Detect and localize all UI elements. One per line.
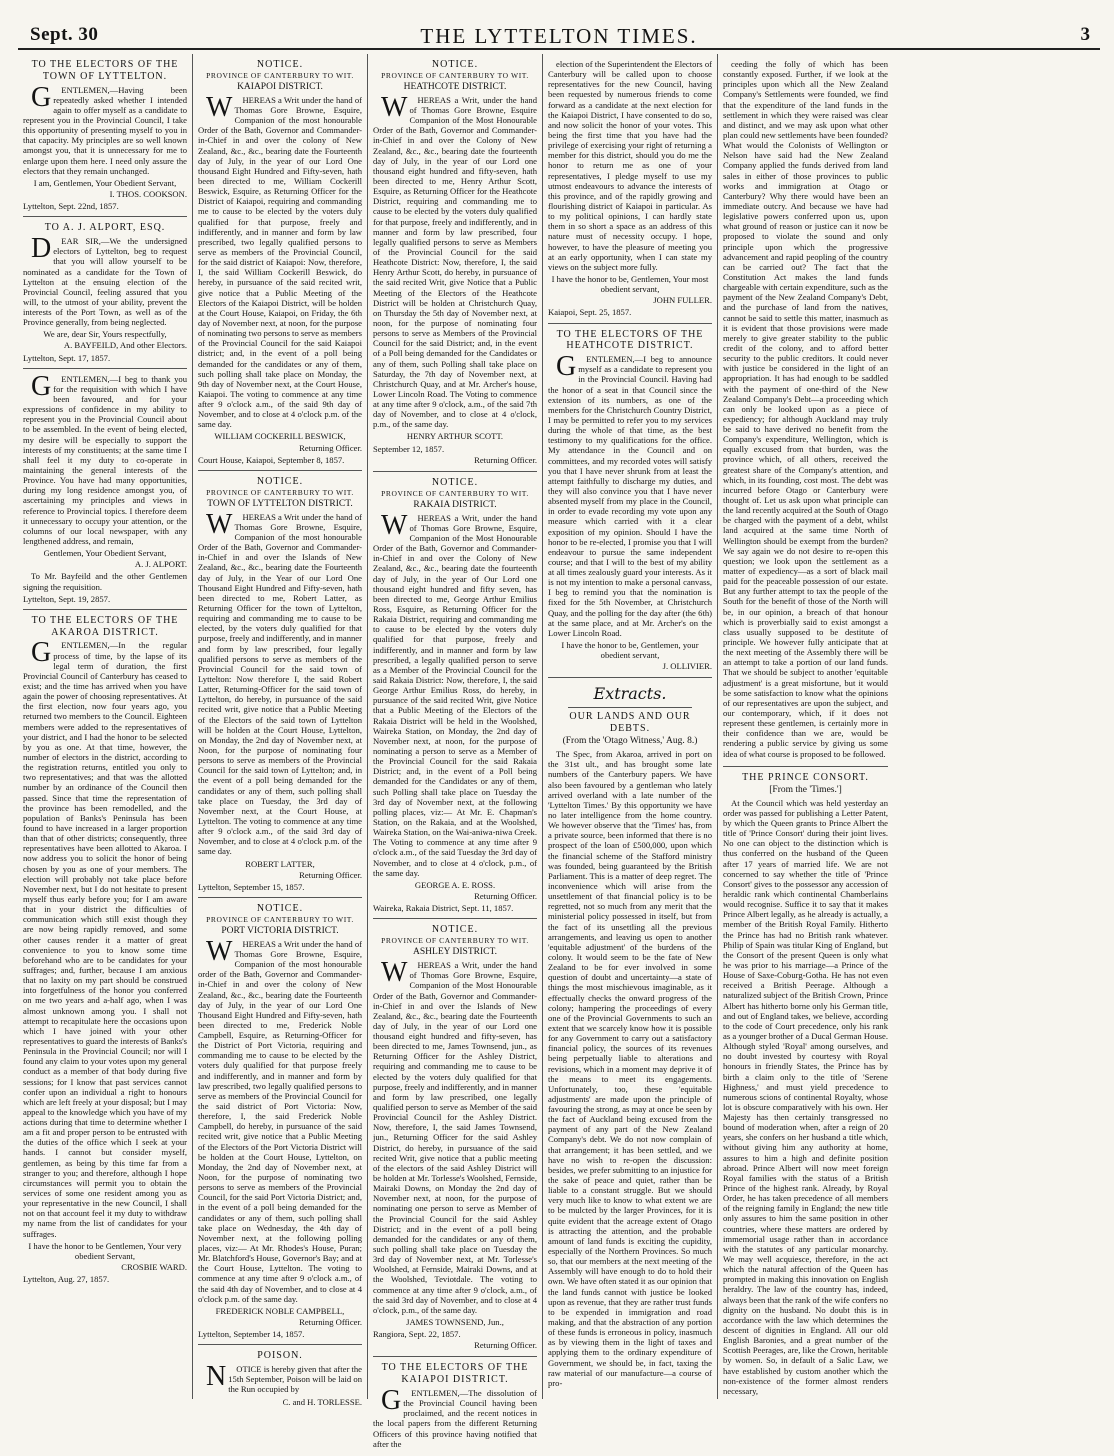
- notice-heading: TO THE ELECTORS OF THE HEATHCOTE DISTRICT.: [556, 328, 704, 352]
- prince-consort-article: [723, 767, 888, 1403]
- notice-heading: NOTICE.: [431, 924, 479, 936]
- notice-subheading: PROVINCE OF CANTERBURY TO WIT.: [381, 70, 529, 80]
- section-heading: Extracts.: [593, 684, 667, 704]
- notice-signature: ROBERT LATTER,: [245, 858, 315, 869]
- notice-subheading: PROVINCE OF CANTERBURY TO WIT.: [206, 70, 354, 80]
- district-name: KAIAPOI DISTRICT.: [237, 81, 323, 92]
- notice-signature: A. J. ALPORT.: [134, 559, 187, 570]
- notice-body: election of the Superintendent the Electors of Canterbury will be called upon to choose representatives for the new Council, having been requested by numerous friends to come forward as a candidate at the next election for the Kaiapoi District, I have consented to do so, and now solicit the honor of your votes. This being the first time that you have had the privilege of exercising your right of returning a member for this district, should you do me the honor to return me as one of your representatives, I pledge myself to use my utmost endeavours to advance the interests of this province, and of the rapidly growing and flourishing district of Kaiapoi in particular. As to my political opinions, I can hardly state them in so short a space as an address of this nature must of necessity occupy. I hope, however, to have the pleasure of meeting you at an early opportunity, when I can state my views on the subject more fully.: [548, 59, 712, 272]
- heathcote-notice: [373, 54, 537, 472]
- notice-signature: GEORGE A. E. ROSS.: [414, 879, 496, 890]
- rakaia-notice: [373, 472, 537, 919]
- notice-signature: WILLIAM COCKERILL BESWICK,: [214, 431, 346, 442]
- column-3: [368, 54, 543, 1449]
- notice-role: Returning Officer.: [299, 869, 362, 880]
- notice-date: Court House, Kaiapoi, September 8, 1857.: [198, 454, 345, 465]
- notice-date: September 12, 1857.: [373, 443, 445, 454]
- notice-body: GENTLEMEN,—In the regular process of time, by the lapse of its legal term of duration, the first Provincial Council of Canterbury has ceased to exist; and the time has arrived when you have again the power of choosing representatives. At the first election, now four years ago, you returned two members to the Council. Eighteen members were added to the representatives of your district, and I had the honor to be selected by you as one. At that time, however, the number of electors in the district, according to the registration returns, entitled you only to two representatives; and that was the allotted number by an ordinance of the Council then passed. Since that time the representation of the province has been remodelled, and the population of Banks's Peninsula has been found to have increased in a larger proportion than that of other districts; consequently, three representatives have been allotted to Akaroa. I now address you to solicit the honor of being chosen by you as one of your members. The election will probably not take place before November next, but I do not hesitate to present myself thus early before you; for I am aware that in your district the difficulties of communication which still exist though they are now being rapidly removed, and some other causes render it a matter of great convenience to you to know some time beforehand who are to be candidates for your suffrages; and, further, because I am anxious that no laxity on my part should be construed into forgetfulness of the honor you conferred on me two years and a-half ago, when I was almost unknown among you. I shall not attempt to recapitulate here the occasions upon which I have joined with your other representatives to guard the interests of Banks's Peninsula in the Provincial Council; nor will I found any claim to your votes upon my general conduct as a member of that body during five sessions; for I know that past services cannot confer upon an individual a right to honours which are left freely at your disposal; but I may appeal to the knowledge which you have of my actions during that time to determine whether I am a fit and proper person to be entrusted with the duties of the office which I seek at your hands. I cannot but consider myself, gentlemen, as being by this time far from a stranger to you; and therefore, although I hope circumstances will permit you to obtain the services of some one resident among you as your representative in the new Council, I shall not on that account feel it my duty to withdraw my name from the list of candidates for your suffrages.: [23, 637, 187, 1239]
- kaiapoi-electors-address: [373, 1357, 537, 1455]
- notice-date: Waireka, Rakaia District, Sept. 11, 1857.: [373, 903, 514, 914]
- notice-subheading: PROVINCE OF CANTERBURY TO WIT.: [381, 488, 529, 498]
- notice-closing: I have the honor to be Gentlemen, Your very obedient Servant,: [28, 1240, 182, 1261]
- notice-heading: NOTICE.: [256, 902, 304, 914]
- article-heading: OUR LANDS AND OUR DEBTS.: [569, 711, 691, 735]
- notice-heading: TO THE ELECTORS OF THE KAIAPOI DISTRICT.: [381, 1362, 529, 1386]
- notice-date: Lyttelton, Aug. 27, 1857.: [23, 1274, 110, 1285]
- notice-body: WHEREAS a Writ, under the hand of Thomas Gore Browne, Esquire, Companion of the Most Honourable Order of the Bath, Governor and Commander-in-Chief in and over the Islands of New Zealand, &c., &c., bearing date the Fourteenth day of July, in the year of our Lord one thousand eight hundred and fifty-seven, has been directed to me, James Townsend, jun., as Returning Officer for the Ashley District, requiring and commanding me to cause to be elected by the voters duly qualified for that purpose, freely and indifferently, and in manner and form by law prescribed, one legally qualified person to serve as Member of the said Provincial Council for the Ashley District. Now, therefore, I, the said James Townsend, jun., Returning Officer for the said Ashley District, do hereby, in pursuance of the said recited Writ, give notice that a public meeting of the electors of the said Ashley District will be holden at Mr. Torlesse's Woolshed, Fernside, Mairaki Downs, on Monday the 2nd day of November next, at noon, for the purpose of nominating one person to serve as Member of the Provincial Council for the said Ashley District; and in the event of a poll being demanded for the candidates or any of them, such polling shall take place on Tuesday the 3rd day of November next, at Mr. Torlesse's Woolshed, at Fernside, Mairaki Downs, and at the Woolshed, Teviotdale. The voting to commence at any time after 9 o'clock, a.m., of the said 3rd day of November, and to close at 4 o'clock, p.m., of the same day.: [373, 957, 537, 1315]
- notice-body: GENTLEMEN,—I beg to announce myself as a candidate to represent you in the Provincial Council. Having had the honor of a seat in that Council since the extension of its numbers, as one of the members for the Christchurch Country District, I may be permitted to refer you to my services during the whole of that time, as the best testimony to my qualifications for the office. My attendance in the Council and on committees, and my recorded votes will satisfy you that I have never shrunk from at least the attempt faithfully to discharge my duties, and they will also convince you that I have never absented myself from my place in the Council, in order to evade recording my vote upon any measure which carried with it a clear exposition of my opinion. Should I have the honor to be re-elected, I promise you that I will endeavour to pursue the same independent course; and that I will to the best of my ability at all times zealously guard your interests. As it is not my intention to make a personal canvass, I beg to remind you that the nomination is fixed for the 5th November, at Christchurch Quay, and the polling for the day after (the 6th) at the same place, and at Mr. Archer's on the Lower Lincoln Road.: [548, 351, 712, 638]
- notice-role: Returning Officer.: [474, 1340, 537, 1351]
- notice-heading: TO THE ELECTORS OF THE AKAROA DISTRICT.: [31, 614, 179, 638]
- notice-heading: NOTICE.: [256, 475, 304, 487]
- district-name: TOWN OF LYTTELTON DISTRICT.: [207, 498, 353, 509]
- notice-body: WHEREAS a Writ, under the hand of Thomas Gore Browne, Esquire Companion of the Most Honourable Order of the Bath, Governor and Commander-in-Chief in and over the Colony of New Zealand, &c., &c., bearing date the fourteenth day of July, in the year of our Lord one thousand eight hundred and fifty-seven, hath been directed to me, Henry Arthur Scott, Esquire, as Returning Officer for the Heathcote District, requiring and commanding me to cause to be elected by the voters duly qualified for that purpose, freely and indifferently, and in manner and form by law prescribed, four legally qualified persons to serve as Members of the Provincial Council for the said Heathcote District: Now, therefore, I, the said Henry Arthur Scott, do hereby, in pursuance of the said recited Writ, give Notice that a Public Meeting of the Electors of the Heathcote District will be holden at Christchurch Quay, on Thursday the 5th day of November next, at noon, for the purpose of nominating four persons to serve as Members of the Provincial Council for the said District; and, in the event of a Poll being demanded for the Candidates or any of them, such Polling shall take place on Saturday, the 7th day of November next, at Christchurch Quay, and at Mr. Archer's house, Lower Lincoln Road. The Voting to commence at any time after 9 o'clock, a.m., of the said 7th day of November, and to close at 4 o'clock, p.m., of the same day.: [373, 91, 537, 430]
- notice-heading: NOTICE.: [256, 59, 304, 70]
- notice-closing: I have the honor to be, Gentlemen, your obedient servant,: [561, 640, 699, 661]
- page-number: 3: [1080, 24, 1090, 45]
- district-name: PORT VICTORIA DISTRICT.: [221, 925, 339, 936]
- notice-signature: A. BAYFEILD, And other Electors.: [63, 340, 187, 351]
- notice-closing: We are, dear Sir, Yours respectfully,: [43, 329, 167, 340]
- notice-subheading: PROVINCE OF CANTERBURY TO WIT.: [381, 936, 529, 946]
- notice-closing: I am, Gentlemen, Your Obedient Servant,: [33, 177, 177, 188]
- extracts-section: [548, 678, 712, 1395]
- alport-reply: [23, 369, 187, 610]
- article-body: At the Council which was held yesterday an order was passed for publishing a Letter Patent, by which the Queen grants to Prince Albert the title of 'Prince Consort' during their joint lives. No one can object to the distinction which is thus conferred on the husband of the Queen after 17 years of married life. We are not concerned to say whether the title of 'Prince Consort' gives to the possessor any accession of heraldic rank which continental Chamberlains would recognise. Suffice it to say that it makes Prince Albert legally, as he already is actually, a member of the British Royal Family. Hitherto the Prince has had no British rank whatever. Philip of Spain was titular King of England, but the Consort of the present Queen is only what he was prior to his marriage—a Prince of the House of Saxe-Coburg-Gotha. He has not even received a British Peerage. Although a naturalized subject of the British Crown, Prince Albert has hitherto borne only his German title, and out of England takes, we believe, according to the code of Court precedence, only his rank as a younger brother of a Ducal German House. Although styled 'Royal' among ourselves, and no doubt invested by courtesy with Royal honours in friendly States, the Prince has by birth a claim only to the title of 'Serene Highness,' and must yield precedence to numerous scions of continental Royalty, whose lot is obscure comparatively with his own. Her Majesty has then certainly transgressed no bound of moderation when, after a reign of 20 years, she confers on her husband a title which, without giving him any authority at home, assures to him a high and definite position abroad. Prince Albert will now meet foreign Royal families with the status of a British Prince of the highest rank. Already, by Royal Order, he has taken precedence of all members of the reigning family in England; the new title only assures to him the same position in other countries, where these matters are ordered by immemorial usage rather than in accordance with the statutes of any particular monarchy. We may well acquiesce, therefore, in the act which the natural affection of the Queen has prompted in making this innovation on English heraldry. The law of the country has, indeed, always been that the rank of the wife confers no dignity on the husband. No doubt this is in accordance with the law which determines the descent of dignities in England. All our old English Baronies, and a great number of the Scottish Peerages, are, like the Crown, heritable by women. So, in default of a Salic Law, we have established by custom another which the non-existence of the former almost renders necessary,: [723, 797, 888, 1396]
- column-2: [193, 54, 368, 1407]
- fuller-address-continued: [548, 54, 712, 324]
- notice-role: Returning Officer.: [474, 890, 537, 901]
- issue-date: Sept. 30: [30, 24, 99, 45]
- notice-role: Returning Officer.: [299, 442, 362, 453]
- notice-body: GENTLEMEN,—The dissolution of the Provincial Council having been proclaimed, and the recent notices in the local papers from the different Returning Officers of this province having notified that after the: [373, 1385, 537, 1449]
- ollivier-address: [548, 324, 712, 679]
- columns: [18, 54, 1100, 1449]
- notice-subheading: PROVINCE OF CANTERBURY TO WIT.: [206, 487, 354, 497]
- article-heading: THE PRINCE CONSORT.: [742, 771, 869, 783]
- notice-signature: JAMES TOWNSEND, Jun.,: [406, 1317, 504, 1327]
- lands-debts-continued: [723, 54, 888, 767]
- column-5: [718, 54, 893, 1399]
- ward-address: [23, 610, 187, 1289]
- notice-date: Kaiapoi, Sept. 25, 1857.: [548, 307, 632, 318]
- cookson-address: [23, 54, 187, 217]
- divider: [568, 707, 692, 708]
- notice-signature: HENRY ARTHUR SCOTT.: [406, 431, 504, 442]
- notice-body: WHEREAS a Writ under the hand of Thomas Gore Browne, Esquire, Companion of the most honourable Order of the Bath, Governor and Commander-in-Chief in and over the colony of New Zealand, &c., &c., bearing date the Fourteenth day of July, in the year of our Lord One thousand Eight Hundred and Fifty-seven, hath been directed to me, William Cockerill Beswick, Esquire, as Returning Officer for the District of Kaiapoi, requiring and commanding me to cause to be elected by the voters duly qualified for that purpose, freely and indifferently, and in manner and form by law prescribed, two legally qualified persons to serve as members of the Provincial Council, for the said district of Kaiapoi: Now, therefore, I, the said William Cockerill Beswick, do hereby, in pursuance of the said recited writ, give notice that a Public Meeting of the Electors of the Kaiapoi District, will be holden at the Court House, Kaiapoi, on Friday, the 6th day of November next, at noon, for the purpose of nominating two persons to serve as members of the Provincial Council for the said Kaiapoi district; and, in the event of a poll being demanded for the candidates or any of them, such polling shall take place on Monday, the 9th day of November next, at the Court House, Kaiapoi. The voting to commence at any time after 9 o'clock a.m., of the said 9th day of November, and to close at 4 o'clock p.m. of the same day.: [198, 91, 362, 430]
- article-body: The Spec, from Akaroa, arrived in port on the 31st ult., and has brought some late numbers of the Canterbury papers. We have also been favoured by a gentleman who lately arrived overland with a late number of the 'Lyttelton Times.' By this opportunity we have no later intelligence from the home country. We however observe that the 'Times' has, from a private source, been informed that there is no prospect of the loan of £500,000, upon which the financial scheme of the Stafford ministry was founded, being guaranteed by the British Parliament. This is a matter of deep regret. The inconvenience which will arise from the unsettlement of that financial policy is to be regretted, not so much from any merit that the ministerial policy possessed in itself, but from the fact of its unsettling all the previous arrangements, and leaving us open to another 'equitable adjustment' of the burdens of the colony. It would seem to be the fate of New Zealand to be for ever involved in some question of doubt and uncertainty—a state of things the most mischievous imaginable, as it effectually checks the onward progress of the colony; hampering the proceedings of every one of the Provincial Governments to such an extent that we scarcely know how it is possible for any Government to carry out a satisfactory financial policy, the sources of its revenues being perpetually liable to alterations and revisions, which in a moment may deprive it of the means to meet its engagements. Unfortunately, too, these 'equitable adjustments' are made upon the principle of favouring the strong, as may at once be seen by the fact of Auckland being excused from the payment of any part of the New Zealand Company's debt. We do not now complain of that arrangement; it has been settled, and we have no wish to re-open the discussion: besides, we prefer submitting to an injustice for the sake of peace and quiet, rather than be liable to a constant struggle. But we should very much like to know to what extent we are to be mulcted by the larger Provinces, for it is quite evident that the acreage extent of Otago is attracting the attention, and the probable amount of land funds is exciting the cupidity, especially of the Northern Provinces. So much so, that our members at the next meeting of the Assembly will have enough to do to hold their own. We have often stated it as our opinion that the land funds cannot with justice be looked upon as revenue, that they are rather trust funds to be expended in immigration and road making, and that the abstraction of any portion of these funds is erroneous in policy, inasmuch as by viewing them in the light of taxes and applying them to the ordinary expenditure of Government, we should be, in fact, taxing the raw material of our manufacture—a course of pro-: [548, 749, 712, 1388]
- notice-date: Lyttelton, Sept. 22nd, 1857.: [23, 201, 119, 212]
- notice-closing: Gentlemen, Your Obedient Servant,: [43, 548, 167, 559]
- notice-body: NOTICE is hereby given that after the 15th September, Poison will be laid on the Run occupied by: [206, 1361, 362, 1395]
- notice-signature: CROSBIE WARD.: [121, 1262, 187, 1273]
- notice-date: Lyttelton, September 15, 1857.: [198, 881, 305, 892]
- newspaper-title: THE LYTTELTON TIMES.: [420, 24, 698, 48]
- notice-body: GENTLEMEN,—I beg to thank you for the requisition with which I have been favoured, and for your expressions of confidence in my ability to represent you in the Provincial Council about to be assembled. In the event of being elected, my desire will be especially to support the interests of my constituents; at the same time I shall feel it my duty to co-operate in maintaining the general interests of the Province. You have had many opportunities, during my long residence amongst you, of ascertaining my principles and views in reference to Provincial topics. I therefore deem it unnecessary to occupy your attention, or the columns of our local newspaper, with any lengthened address, and remain,: [23, 370, 187, 547]
- article-source: (From the 'Otago Witness,' Aug. 8.): [562, 735, 698, 746]
- column-4: [543, 54, 718, 1399]
- lyttelton-notice: [198, 471, 362, 898]
- notice-date: Rangiora, Sept. 22, 1857.: [373, 1329, 461, 1340]
- poison-notice: [198, 1345, 362, 1412]
- notice-date: Lyttelton, Sept. 17, 1857.: [23, 352, 111, 363]
- notice-body: WHEREAS a Writ, under the hand of Thomas Gore Browne, Esquire, Companion of the Most Honourable Order of the Bath, Governor and Commander-in-Chief in and over the Colony of New Zealand, &c., &c., bearing date the fourteenth day of July, in the year of Our Lord one thousand eight hundred and fifty seven, has been directed to me, George Arthur Emilius Ross, Esquire, as Returning Officer for the Rakaia District, requiring and commanding me to cause to be elected by the voters duly qualified for that purpose, freely and indifferently, and in manner and form by law prescribed, a legally qualified person to serve as a Member of the Provincial Council for the said Rakaia District: Now, therefore, I, the said George Arthur Emilius Ross, do hereby, in pursuance of the said recited Writ, give Notice that a Public Meeting of the Electors of the Rakaia District will be held in the Woolshed, Waireka Station, on Monday, the 2nd day of November next, at noon, for the purpose of nominating a person to serve as a Member of the Provincial Council for the said Rakaia District; and, in the event of a Poll being demanded for the Candidates or any of them, such Polling shall take place on Tuesday the 3rd day of November next, at the following polling places, viz:— At Mr. E. Chapman's Station, on the Rakaia, and at the Woolshed, Waireka Station, on the Wai-aniwa-niwa Creek. The Voting to commence at any time after 9 o'clock a.m., of the said Tuesday the 3rd day of November, and to close at 4 o'clock, p.m., of the same day.: [373, 509, 537, 878]
- article-source: [From the 'Times.']: [769, 784, 842, 795]
- notice-body: DEAR SIR,—We the undersigned electors of Lyttelton, beg to request that you will allow yourself to be nominated as a candidate for the Town of Lyttelton at the ensuing election of the Provincial Council, feeling assured that you will, to the utmost of your ability, prevent the interests of the Port Town, as well as of the Province generally, from being neglected.: [23, 233, 187, 328]
- notice-signature: J. OLLIVIER.: [662, 661, 712, 672]
- notice-heading: TO A. J. ALPORT, ESQ.: [44, 222, 166, 234]
- notice-date: Lyttelton, September 14, 1857.: [198, 1329, 305, 1340]
- notice-body: WHEREAS a Writ under the hand of Thomas Gore Browne, Esquire, Companion of the most honourable Order of the Bath, Governor and Commander-in-Chief in and over the Islands of New Zealand, &c., &c., bearing date the Fourteenth day of July, in the Year of our Lord One Thousand Eight Hundred and Fifty-seven, hath been directed to me, Robert Latter, as Returning Officer for the town of Lyttelton, requiring and commanding me to cause to be elected, by the voters duly qualified for that purpose, freely and indifferently, and in manner and form by law prescribed, four legally qualified persons to serve as members of the Provincial Council for the said town of Lyttelton: Now therefore I, the said Robert Latter, Returning-Officer for the said town of Lyttelton, do hereby, in pursuance of the said recited writ, give notice that a Public Meeting of the Electors of the said town of Lyttelton will be holden at the Court House, Lyttelton, on Monday, the 2nd day of November next, at Noon, for the purpose of nominating four persons to serve as members of the Provincial Council for the said town of Lyttelton; and, in the event of a poll being demanded for the candidates or any of them, such polling shall take place on Tuesday, the 3rd day of November next, at the Court House, at Lyttelton. The voting to commence at any time after 9 o'clock a.m., of the said 3rd day of November, and to close at 4 o'clock p.m. of the same day.: [198, 508, 362, 857]
- notice-role: Returning Officer.: [299, 1317, 362, 1327]
- notice-role: Returning Officer.: [474, 454, 537, 465]
- notice-signature: I. THOS. COOKSON.: [109, 189, 187, 199]
- notice-heading: NOTICE.: [431, 59, 479, 70]
- notice-subheading: PROVINCE OF CANTERBURY TO WIT.: [206, 914, 354, 924]
- notice-signature: C. and H. TORLESSE.: [282, 1396, 362, 1407]
- ashley-notice: [373, 919, 537, 1357]
- notice-date: Lyttelton, Sept. 19, 2857.: [23, 593, 111, 604]
- port-victoria-notice: [198, 898, 362, 1345]
- notice-tail: To Mr. Bayfeild and the other Gentlemen signing the requisition.: [23, 571, 187, 592]
- notice-heading: POISON.: [257, 1350, 303, 1362]
- masthead: [18, 26, 1100, 50]
- notice-signature: JOHN FULLER.: [653, 295, 712, 306]
- district-name: RAKAIA DISTRICT.: [413, 499, 497, 510]
- article-body: ceeding the folly of which has been constantly exposed. Further, if we look at the principles upon which all the New Zealand Company's Settlements were founded, we find that the expenditure of the land funds in the settlement in which they were raised was clear and distinct, and we may ask upon what other plan could new settlements have been founded? What would the Colonists of Wellington or Nelson have said had the New Zealand Company applied the funds derived from land sales in either of those provinces to public works and immigration at Otago or Canterbury? Why there would have been an immediate outcry. And because we have had legislative powers conferred upon us, upon what ground of reason or justice can it now be proposed to violate the sound and only principle upon which the progressive advancement and rapid peopling of the country can be carried out? The fact that the Constitution Act makes the land funds chargeable with certain expenditure, such as the payment of the New Zealand Company's Debt, and the purchase of land from the natives, cannot be said to settle this matter, inasmuch as it is evident that those provisions were made merely to give greater stability to the public credit of the colony, and to afford better security to the public creditors. It could never with justice be considered in the light of an appropriation. It has had enough to be saddled with the payment of one-third of the New Zealand Company's Debt—a proceeding which can only be looked upon as a piece of expediency; for although Auckland may truly be said to have derived no benefit from the Company's expenditure, Wellington, which is equally excused from that burden, was the province which, of all others, received the greatest share of the Company's attention, and which, in its founding, cost most. The debt was incurred before Otago or Canterbury were thought of. Let us ask upon what principle can the land recently acquired at the South of Otago be charged with the payment of a debt, whilst land acquired at the same time North of Wellington should be exempt from the burden? We say again we do not desire to re-open this question; we look upon the settlement as a matter of expediency—as a sort of black mail paid for the peaceable possession of our estate. But any further attempt to tax the people of the South for the benefit of those of the North will be, in our opinion, a breach of that honour which is proverbially said to exist amongst a class usually supposed to be destitute of principle. We however fully anticipate that at the next meeting of the Assembly there will be an attempt to take a portion of our land funds. That we should be subject to another 'equitable adjustment' is a great misfortune, but it would be some satisfaction to know what the opinions of our representatives are upon the subject, and our contemporary, which, if it does not represent these gentlemen, is certainly more in their confidence than we are, would be rendering a public service by giving us some idea of what course is proposed to be followed.: [723, 59, 888, 759]
- notice-heading: NOTICE.: [431, 476, 479, 488]
- district-name: HEATHCOTE DISTRICT.: [403, 81, 507, 92]
- notice-body: GENTLEMEN,—Having been repeatedly asked whether I intended again to offer myself as a candidate to represent you in the Provincial Council, I take this opportunity of presenting myself to you in that capacity. My principles are so well known amongst you, that it is unnecessary for me to enlarge upon them here. I need only assure the electors that they remain unchanged.: [23, 81, 187, 176]
- kaiapoi-notice: [198, 54, 362, 471]
- column-1: [18, 54, 193, 1399]
- notice-signature: FREDERICK NOBLE CAMPBELL,: [215, 1305, 345, 1316]
- notice-heading: TO THE ELECTORS OF THE TOWN OF LYTTELTON.: [31, 59, 179, 82]
- notice-body: WHEREAS a Writ under the hand of Thomas Gore Browne, Esquire, Companion of the most honourable order of the Bath, Governor and Commander-in-Chief in and over the colony of New Zealand, &c., &c., bearing date the Fourteenth day of July, in the year of our Lord One Thousand Eight Hundred and Fifty-seven, hath been directed to me, Frederick Noble Campbell, Esquire, as Returning-Officer for the District of Port Victoria, requiring and commanding me to cause to be elected by the voters duly qualified for that purpose freely and indifferently, and in manner and form by law prescribed, two legally qualified persons to serve as members of the Provincial Council for the said district of Port Victoria: Now, therefore, I, the said Frederick Noble Campbell, do hereby, in pursuance of the said recited writ, give notice that a Public Meeting of the Electors of the Port Victoria District will be holden at the Court House, Lyttelton, on Monday, the 2nd day of November next, at Noon, for the purpose of nominating two persons to serve as members of the Provincial Council, for the said Port Victoria District; and, in the event of a poll being demanded for the candidates or any of them, such polling shall take place on Wednesday, the 4th day of November next, at the following polling places, viz:— At Mr. Rhodes's House, Puran; Mr. Blatchford's House, Governor's Bay; and at the Court House, Lyttelton. The voting to commence at any time after 9 o'clock a.m., of the said 4th day of November, and to close at 4 o'clock p.m. of the same day.: [198, 935, 362, 1304]
- district-name: ASHLEY DISTRICT.: [413, 946, 497, 957]
- notice-closing: I have the honor to be, Gentlemen, Your most obedient servant,: [551, 273, 709, 295]
- alport-requisition: [23, 217, 187, 368]
